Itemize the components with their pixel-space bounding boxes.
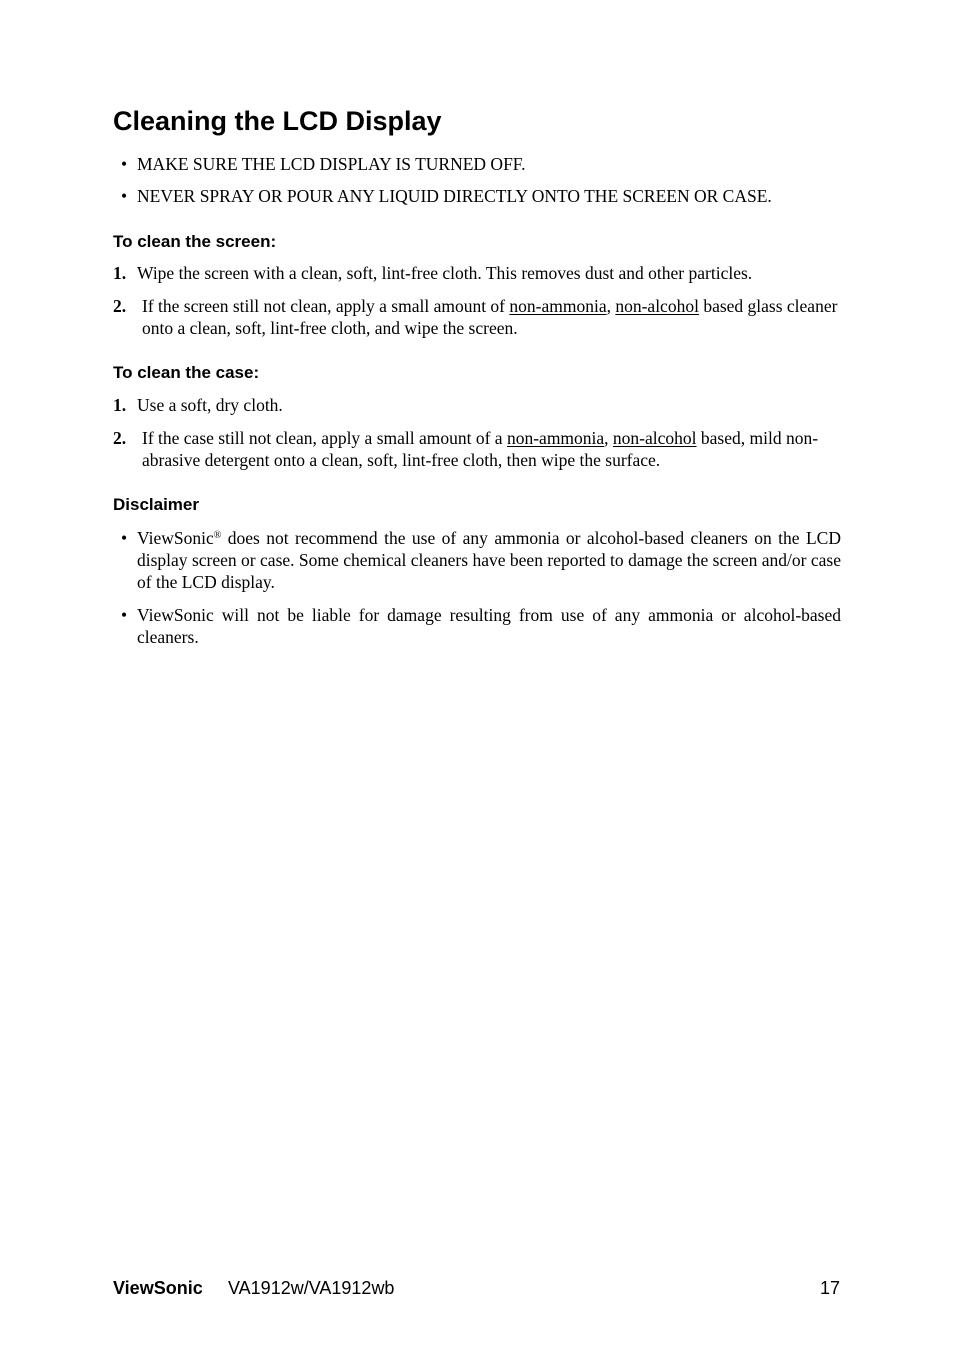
- screen-step-2: [142, 295, 840, 339]
- bullet: •: [121, 528, 128, 548]
- case-step-2: [142, 427, 840, 471]
- footer-model: VA1912w/VA1912wb: [228, 1278, 395, 1298]
- brand-name: ViewSonic: [137, 528, 214, 548]
- step-number: 1.: [113, 395, 127, 415]
- underlined-term-non-alcohol: non-alcohol: [612, 428, 697, 448]
- warning-turn-off: MAKE SURE THE LCD DISPLAY IS TURNED OFF.: [137, 154, 526, 174]
- page-number: 17: [820, 1278, 841, 1298]
- bullet: •: [121, 605, 128, 625]
- bullet: •: [121, 154, 128, 174]
- warning-no-spray: NEVER SPRAY OR POUR ANY LIQUID DIRECTLY ONTO THE SCREEN OR CASE.: [137, 186, 772, 206]
- section-heading-disclaimer: Disclaimer: [113, 495, 199, 514]
- disclaimer-item-2: ViewSonic will not be liable for damage resulting from use of any ammonia or alcohol-based cleaners.: [137, 605, 841, 647]
- section-heading-case: To clean the case:: [113, 363, 260, 382]
- page-title: Cleaning the LCD Display: [113, 106, 442, 136]
- disclaimer-item-1: [137, 527, 841, 593]
- step-number: 1.: [113, 263, 127, 283]
- bullet: •: [121, 186, 128, 206]
- case-step-1: Use a soft, dry cloth.: [137, 395, 283, 415]
- underlined-term-non-ammonia: non-ammonia: [506, 428, 605, 448]
- separator: ,: [604, 428, 613, 448]
- section-heading-screen: To clean the screen:: [113, 232, 277, 251]
- step-number: 2.: [113, 296, 127, 316]
- underlined-term-non-alcohol: non-alcohol: [615, 296, 699, 316]
- step-text: If the case still not clean, apply a small amount of a: [142, 428, 507, 448]
- step-text: If the screen still not clean, apply a small amount of: [142, 296, 510, 316]
- step-text: based, mild non-abrasive detergent onto a clean, soft, lint-free cloth, then wipe the surface.: [142, 428, 819, 470]
- separator: ,: [606, 296, 616, 316]
- screen-step-1: Wipe the screen with a clean, soft, lint-free cloth. This removes dust and other particles.: [137, 263, 753, 283]
- step-number: 2.: [113, 428, 127, 448]
- footer-brand: ViewSonic: [113, 1278, 203, 1298]
- underlined-term-non-ammonia: non-ammonia: [509, 296, 607, 316]
- disclaimer-text: does not recommend the use of any ammonia or alcohol-based cleaners on the LCD display screen or case. Some chemical cleaners have been reported to damage the screen and/or case of the LCD display.: [137, 528, 841, 592]
- registered-mark: ®: [213, 530, 222, 541]
- step-text: based glass cleaner onto a clean, soft, lint-free cloth, and wipe the screen.: [142, 296, 838, 338]
